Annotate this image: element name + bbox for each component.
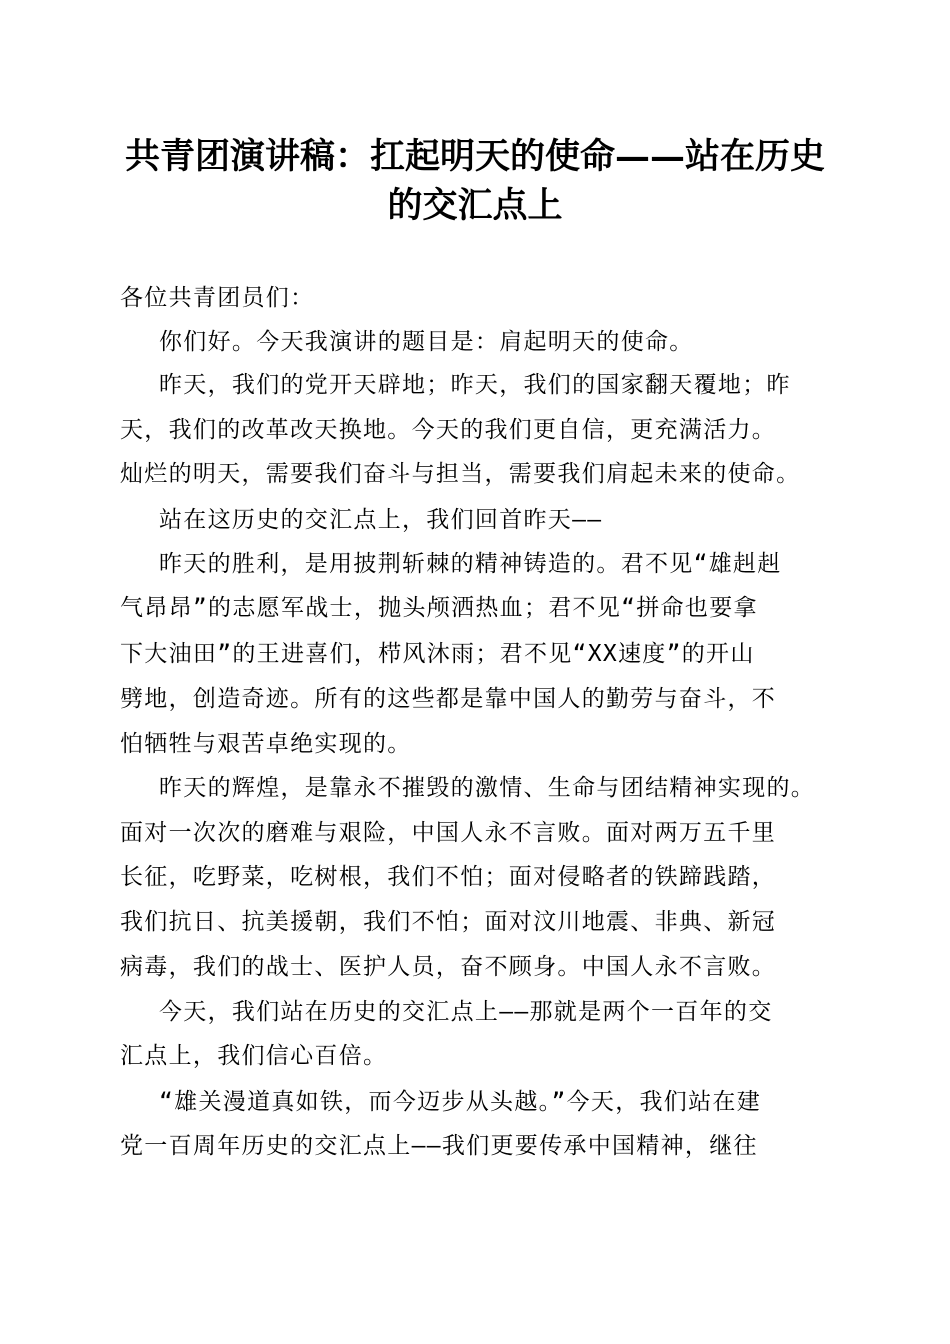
body-line: 昨天的辉煌，是靠永不摧毁的激情、生命与团结精神实现的。 [159, 775, 816, 801]
body-line: 站在这历史的交汇点上，我们回首昨天—— [159, 507, 603, 533]
body-line: 面对一次次的磨难与艰险，中国人永不言败。面对两万五千里 [120, 820, 777, 846]
body-line: 长征，吃野菜，吃树根，我们不怕；面对侵略者的铁蹄践踏， [120, 864, 777, 890]
body-line: 昨天的胜利，是用披荆斩棘的精神铸造的。君不见“雄赳赳 [159, 551, 782, 577]
body-line: 灿烂的明天，需要我们奋斗与担当，需要我们肩起未来的使命。 [120, 461, 801, 487]
body-line: 下大油田”的王进喜们，栉风沐雨；君不见“XX速度”的开山 [120, 641, 755, 667]
body-line: 我们抗日、抗美援朝，我们不怕；面对汶川地震、非典、新冠 [120, 909, 777, 935]
body-line: 昨天，我们的党开天辟地；昨天，我们的国家翻天覆地；昨 [159, 372, 791, 398]
body-line: 你们好。今天我演讲的题目是：肩起明天的使命。 [159, 329, 694, 355]
body-line: 汇点上，我们信心百倍。 [120, 1043, 388, 1069]
salutation: 各位共青团员们： [120, 285, 315, 311]
body-line: 病毒，我们的战士、医护人员，奋不顾身。中国人永不言败。 [120, 954, 777, 980]
body-line: 今天，我们站在历史的交汇点上——那就是两个一百年的交 [159, 999, 773, 1025]
body-line: 怕牺牲与艰苦卓绝实现的。 [120, 731, 412, 757]
body-line: 党一百周年历史的交汇点上——我们更要传承中国精神，继往 [120, 1133, 758, 1159]
document-title-line-2: 的交汇点上 [387, 185, 563, 226]
document-title-line-1: 共青团演讲稿：扛起明天的使命——站在历史 [124, 136, 825, 177]
body-line: 天，我们的改革改天换地。今天的我们更自信，更充满活力。 [120, 417, 777, 443]
body-line: 劈地，创造奇迹。所有的这些都是靠中国人的勤劳与奋斗，不 [120, 686, 777, 712]
body-line: “雄关漫道真如铁，而今迈步从头越。”今天，我们站在建 [159, 1089, 761, 1115]
body-line: 气昂昂”的志愿军战士，抛头颅洒热血；君不见“拼命也要拿 [120, 595, 758, 621]
